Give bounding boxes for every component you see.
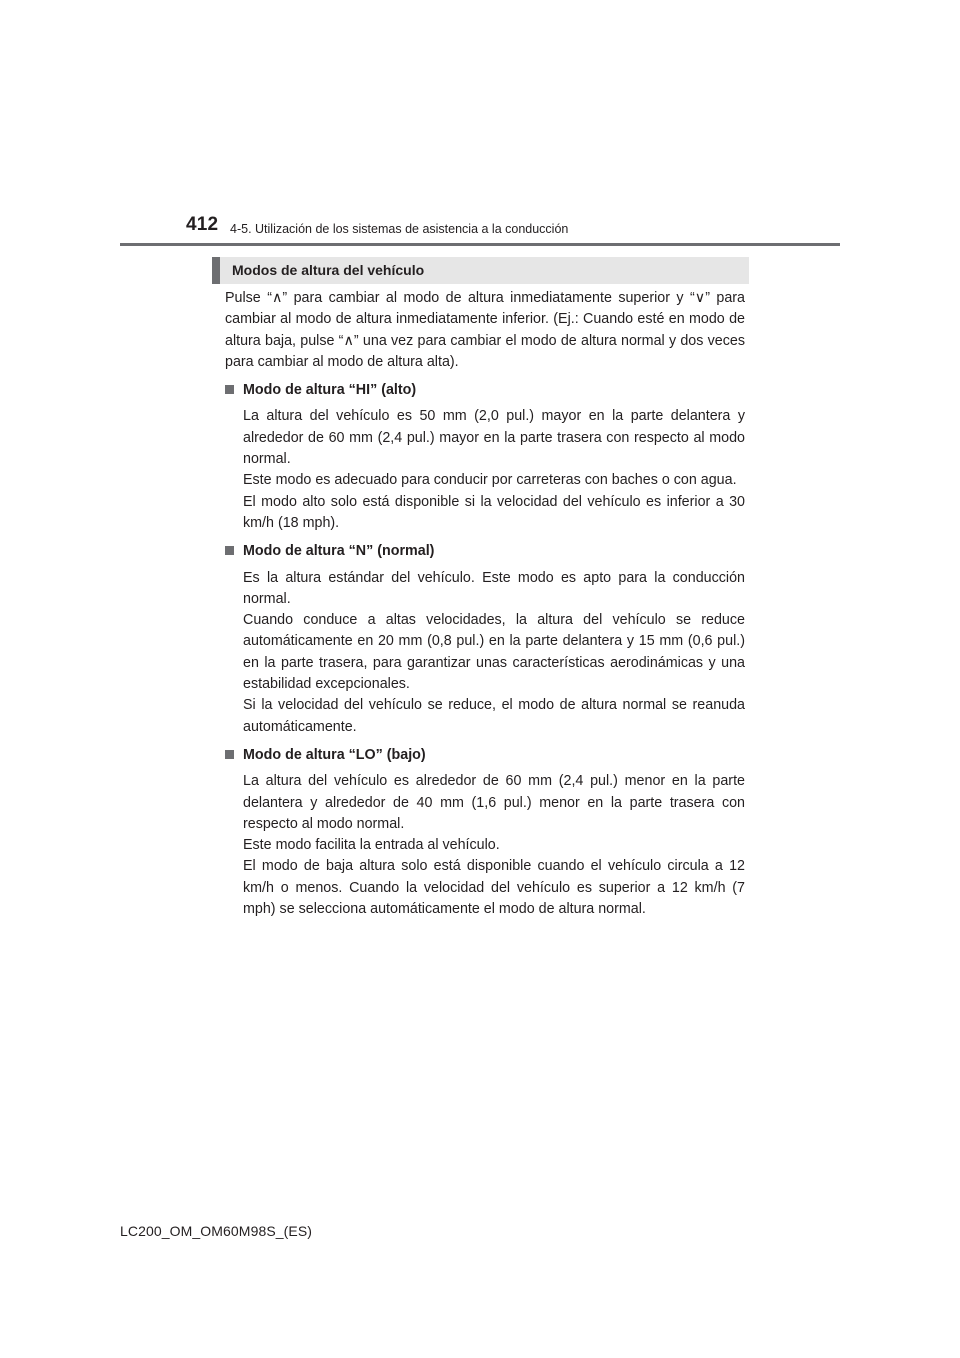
- subsection-hi: [225, 380, 745, 534]
- header-rule: [120, 243, 840, 246]
- subsection-body: [225, 771, 745, 920]
- paragraph: El modo de baja altura solo está disponible cuando el vehículo circula a 12 km/h o menos. Cuando la velocidad del vehículo es superior a 12 km/h (7 mph) se selecciona automáticamente el modo de altura normal.: [243, 858, 745, 918]
- subsection-title-text: Modo de altura “HI” (alto): [243, 382, 417, 399]
- square-bullet-icon: [225, 546, 234, 555]
- subsection-title: [225, 745, 745, 766]
- paragraph: Es la altura estándar del vehículo. Este modo es apto para la conducción normal.: [243, 569, 745, 607]
- subsection-body: [225, 406, 745, 534]
- paragraph: Este modo facilita la entrada al vehículo.: [243, 837, 500, 854]
- paragraph: Este modo es adecuado para conducir por carreteras con baches o con agua.: [243, 472, 737, 489]
- paragraph: Si la velocidad del vehículo se reduce, el modo de altura normal se reanuda automáticamente.: [243, 697, 745, 735]
- heading-box: [212, 257, 749, 284]
- subsection-lo: [225, 745, 745, 920]
- paragraph: La altura del vehículo es alrededor de 60 mm (2,4 pul.) menor en la parte delantera y alrededor de 40 mm (1,6 pul.) menor en la parte trasera con respecto al modo normal.: [243, 773, 745, 832]
- paragraph: El modo alto solo está disponible si la velocidad del vehículo es inferior a 30 km/h (18 mph).: [243, 493, 745, 531]
- subsection-n: [225, 541, 745, 738]
- footer-code: LC200_OM_OM60M98S_(ES): [120, 1223, 313, 1239]
- subsection-title: [225, 541, 745, 562]
- subsection-title: [225, 380, 745, 401]
- intro-paragraph: Pulse “∧” para cambiar al modo de altura inmediatamente superior y “∨” para cambiar al modo de altura inmediatamente inferior. (Ej.: Cuando esté en modo de altura baja, pulse “∧” una vez para cambiar el modo de altura normal y dos veces para cambiar al modo de altura alta).: [225, 290, 745, 370]
- subsection-body: [225, 568, 745, 738]
- heading-title: Modos de altura del vehículo: [232, 262, 425, 278]
- square-bullet-icon: [225, 385, 234, 394]
- page-number: 412: [186, 214, 219, 235]
- section-header: 4-5. Utilización de los sistemas de asistencia a la conducción: [230, 222, 569, 236]
- content: [225, 288, 745, 920]
- subsection-title-text: Modo de altura “N” (normal): [243, 543, 435, 560]
- square-bullet-icon: [225, 750, 234, 759]
- subsection-title-text: Modo de altura “LO” (bajo): [243, 746, 426, 763]
- paragraph: La altura del vehículo es 50 mm (2,0 pul.) mayor en la parte delantera y alrededor de 60 mm (2,4 pul.) mayor en la parte trasera con respecto al modo normal.: [243, 408, 745, 468]
- paragraph: Cuando conduce a altas velocidades, la altura del vehículo se reduce automáticamente en 20 mm (0,8 pul.) en la parte delantera y 15 mm (0,6 pul.) en la parte trasera, para garantizar unas características aerodinámicas y una estabilidad excepcionales.: [243, 612, 745, 693]
